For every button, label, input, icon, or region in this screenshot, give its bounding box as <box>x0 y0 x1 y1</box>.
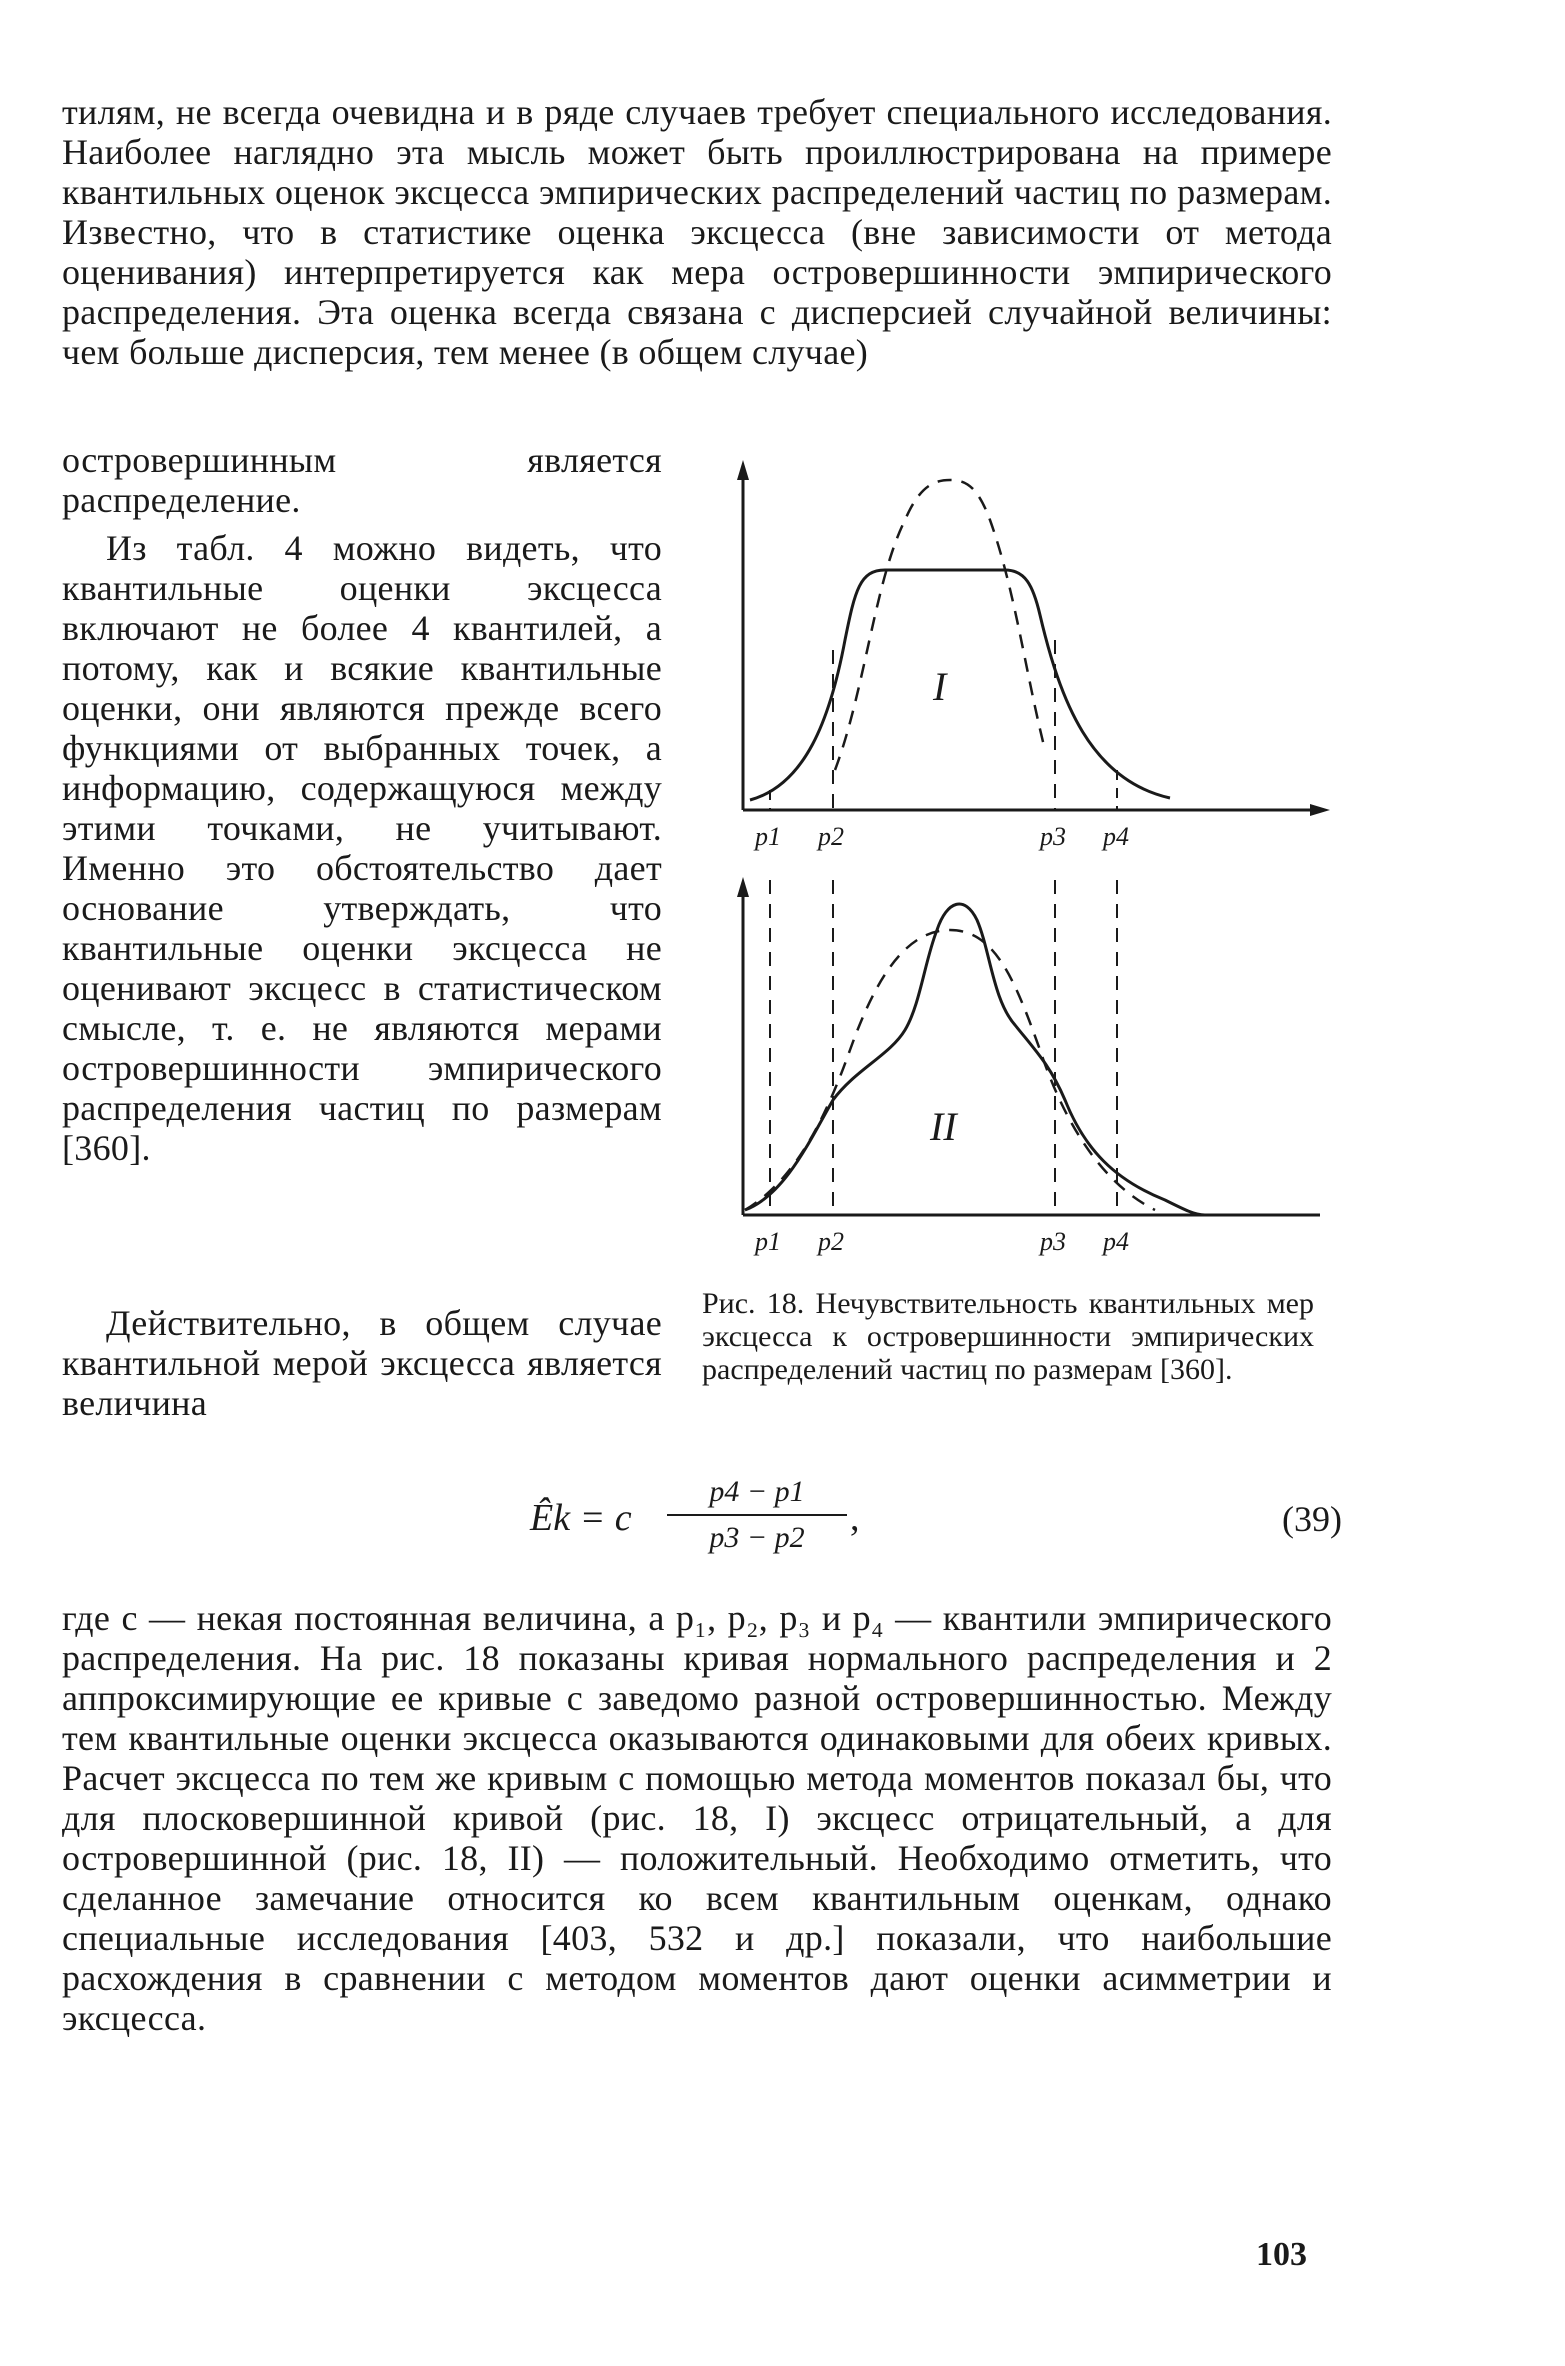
formula-lhs: Êk = c <box>530 1497 632 1539</box>
figure-caption: Рис. 18. Нечувствительность квантильных мер эксцесса к островершинности эмпирических распределений частиц по размерам [360]. <box>702 1287 1314 1386</box>
panel-2-p3-label: p3 <box>1040 1227 1066 1256</box>
panel-2-y-arrow <box>737 877 749 897</box>
panel-1 <box>737 460 1330 851</box>
panel-2-normal-curve <box>745 930 1155 1210</box>
panel-1-x-arrow <box>1310 804 1330 816</box>
left-paragraph-2: Из табл. 4 можно видеть, что квантильные оценки эксцесса включают не более 4 квантилей, а потому, как и всякие квантильные оценки, они являются прежде всего функциями от выбранных точек, а информацию, содержащуюся между этими точками, не учитывают. Именно это обстоятельство дает основание утверждать, что квантильные оценки эксцесса не оценивают эксцесс в статистическом смысле, т. е. не являются мерами островершинности эмпирического распределения частиц по размерам [360]. <box>62 528 662 1168</box>
figure-18-diagram <box>715 440 1345 1270</box>
panel-1-normal-curve <box>835 480 1045 770</box>
panel-1-p1-label: p1 <box>755 822 781 851</box>
panel-2-p2-label: p2 <box>818 1227 844 1256</box>
formula-number: (39) <box>1282 1499 1342 1539</box>
formula-39 <box>530 1470 1360 1580</box>
fraction-bar <box>667 1514 847 1516</box>
page-number: 103 <box>1256 2236 1307 2273</box>
bottom-paragraph: где c — некая постоянная величина, а p₁, p₂, p₃ и p₄ — квантили эмпирического распределения. На рис. 18 показаны кривая нормального распределения и 2 аппроксимирующие ее кривые с заведомо разной островершинностью. Между тем квантильные оценки эксцесса оказываются одинаковыми для обеих кривых. Расчет эксцесса по тем же кривым с помощью метода моментов показал бы, что для плосковершинной кривой (рис. 18, I) эксцесс отрицательный, а для островершинной (рис. 18, II) — положительный. Необходимо отметить, что сделанное замечание относится ко всем квантильным оценкам, однако специальные исследования [403, 532 и др.] показали, что наибольшие расхождения в сравнении с методом моментов дают оценки асимметрии и эксцесса. <box>62 1598 1332 2038</box>
panel-1-p4-label: p4 <box>1103 822 1129 851</box>
formula-numerator: p4 − p1 <box>709 1475 805 1508</box>
formula-comma: , <box>850 1497 860 1539</box>
panel-1-flat-top-curve <box>750 570 1170 800</box>
left-paragraph-1: островершинным является распределение. <box>62 440 662 520</box>
top-paragraph: тилям, не всегда очевидна и в ряде случаев требует специального исследования. Наиболее наглядно эта мысль может быть проиллюстрирована на примере квантильных оценок эксцесса эмпирических распределений частиц по размерам. Известно, что в статистике оценка эксцесса (вне зависимости от метода оценивания) интерпретируется как мера островершинности эмпирического распределения. Эта оценка всегда связана с дисперсией случайной величины: чем больше дисперсия, тем менее (в общем случае) <box>62 92 1332 372</box>
formula-denominator: p3 − p2 <box>709 1521 805 1554</box>
formula-fraction <box>667 1472 847 1558</box>
panel-2 <box>737 877 1320 1256</box>
panel-1-p2-label: p2 <box>818 822 844 851</box>
panel-1-label: I <box>933 664 947 709</box>
panel-2-p4-label: p4 <box>1103 1227 1129 1256</box>
figure-18 <box>715 440 1345 1270</box>
left-paragraph-3: Действительно, в общем случае квантильной мерой эксцесса является величина <box>62 1303 662 1423</box>
panel-1-y-arrow <box>737 460 749 480</box>
panel-2-p1-label: p1 <box>755 1227 781 1256</box>
panel-1-p3-label: p3 <box>1040 822 1066 851</box>
panel-2-peaked-curve <box>745 904 1205 1215</box>
panel-2-label: II <box>930 1104 957 1149</box>
